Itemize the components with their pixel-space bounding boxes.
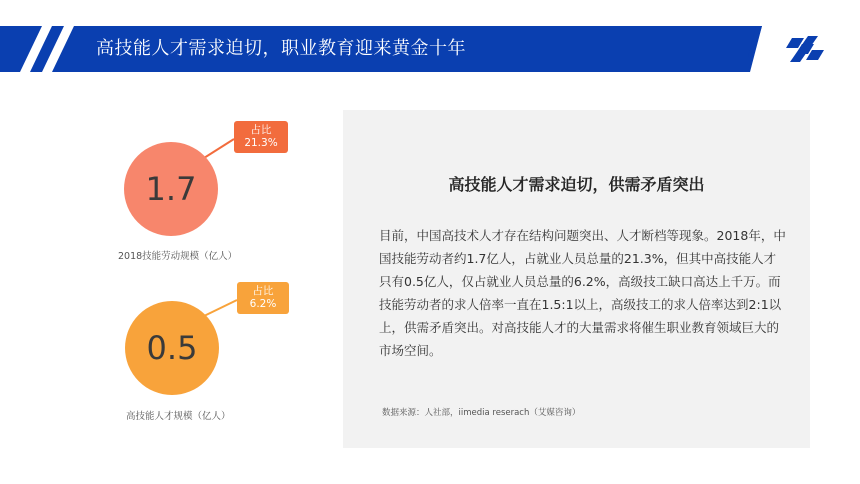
skilled-labor-caption: 2018技能劳动规模（亿人） (118, 251, 238, 262)
high-skill-talent-caption: 高技能人才规模（亿人） (126, 411, 231, 422)
data-source-note: 数据来源：人社部，iimedia reserach（艾媒咨询） (382, 408, 581, 418)
brand-logo-icon (748, 26, 860, 72)
page-title: 高技能人才需求迫切，职业教育迎来黄金十年 (96, 38, 466, 59)
summary-panel (343, 110, 810, 448)
skilled-labor-value: 1.7 (145, 170, 197, 208)
skilled-labor-ratio-tag (234, 121, 288, 153)
high-skill-ratio-tag (237, 282, 289, 314)
panel-body-text: 目前，中国高技术人才存在结构问题突出、人才断档等现象。2018年，中国技能劳动者约1.7亿人，占就业人员总量的21.3%，但其中高技能人才只有0.5亿人，仅占就业人员总量的6.2%，高级技工缺口高达上千万。而技能劳动者的求人倍率一直在1.5:1以上，高级技工的求人倍率达到2:1以上，供需矛盾突出。对高技能人才的大量需求将催生职业教育领域巨大的市场空间。 (379, 228, 786, 358)
ratio-value: 6.2% (249, 298, 277, 310)
skilled-labor-scale-bubble (124, 142, 218, 236)
ratio-label: 占比 (252, 285, 274, 297)
header-bar (0, 26, 860, 72)
panel-title: 高技能人才需求迫切，供需矛盾突出 (448, 175, 705, 194)
high-skill-talent-bubble (125, 301, 219, 395)
high-skill-talent-value: 0.5 (146, 329, 198, 367)
ratio-value: 21.3% (244, 137, 278, 149)
header-stripes-decoration (18, 26, 88, 72)
ratio-label: 占比 (250, 124, 272, 136)
